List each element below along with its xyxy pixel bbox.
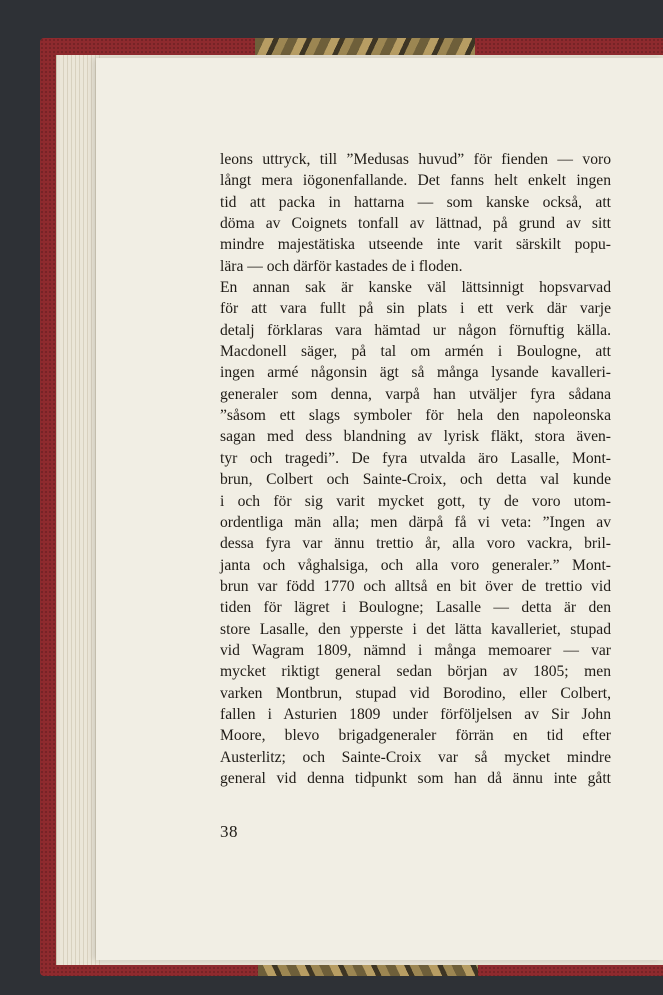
text-line: Austerlitz; och Sainte-Croix var så mycket mindre	[220, 748, 611, 766]
text-line: dessa fyra var ännu trettio år, alla voro vackra, bril-	[220, 535, 611, 553]
text-line: mycket riktigt general sedan början av 1805; men	[220, 663, 611, 681]
text-line: långt mera iögonenfallande. Det fanns helt enkelt ingen	[220, 172, 611, 190]
text-line: ordentliga män alla; men därpå få vi veta: ”Ingen av	[220, 513, 611, 531]
text-line: janta och våghalsiga, och alla voro generaler.” Mont-	[220, 556, 611, 574]
text-line: vid Wagram 1809, nämnd i många memoarer — var	[220, 641, 611, 659]
text-line: store Lasalle, den ypperste i det lätta kavalleriet, stupad	[220, 620, 611, 638]
text-line: tyr och tragedi”. De fyra utvalda äro Lasalle, Mont-	[220, 449, 611, 467]
text-line: detalj förklaras vara hämtad ur någon förnuftig källa.	[220, 321, 611, 339]
text-line: ”såsom ett slags symboler för hela den napoleonska	[220, 407, 611, 425]
text-line: brun var född 1770 och alltså en bit över de trettio vid	[220, 577, 611, 595]
text-line: fallen i Asturien 1809 under förföljelsen av Sir John	[220, 705, 611, 723]
text-line: leons uttryck, till ”Medusas huvud” för fienden — voro	[220, 151, 611, 168]
text-line: i och för sig varit mycket gott, ty de voro utom-	[220, 492, 611, 510]
text-line: sagan med dess blandning av lyrisk fläkt, stora även-	[220, 428, 611, 446]
text-line: brun, Colbert och Sainte-Croix, och detta val kunde	[220, 471, 611, 489]
text-line: för att vara fullt på sin plats i ett verk där varje	[220, 300, 611, 318]
text-line: varken Montbrun, stupad vid Borodino, eller Colbert,	[220, 684, 611, 702]
body-text	[220, 149, 611, 789]
text-line: tid att packa in hattarna — som kanske också, att	[220, 193, 611, 211]
text-line: döma av Coignets tonfall av lättnad, på grund av sitt	[220, 215, 611, 233]
text-line: mindre majestätiska utseende inte varit särskilt popu-	[220, 236, 611, 254]
page-number: 38	[220, 822, 238, 841]
text-line: ingen armé någonsin ägt så många lysande kavalleri-	[220, 364, 611, 382]
text-line: generaler som denna, varpå han utväljer fyra sådana	[220, 385, 611, 403]
text-line: general vid denna tidpunkt som han då ännu inte gått	[220, 769, 611, 787]
text-line: tiden för lägret i Boulogne; Lasalle — detta är den	[220, 599, 611, 617]
text-line: lära — och därför kastades de i floden.	[220, 257, 463, 275]
text-line: Macdonell säger, på tal om armén i Boulogne, att	[220, 343, 611, 361]
text-line: Moore, blevo brigadgeneraler förrän en tid efter	[220, 727, 611, 745]
text-line: En annan sak är kanske väl lättsinnigt hopsvarvad	[220, 279, 611, 297]
